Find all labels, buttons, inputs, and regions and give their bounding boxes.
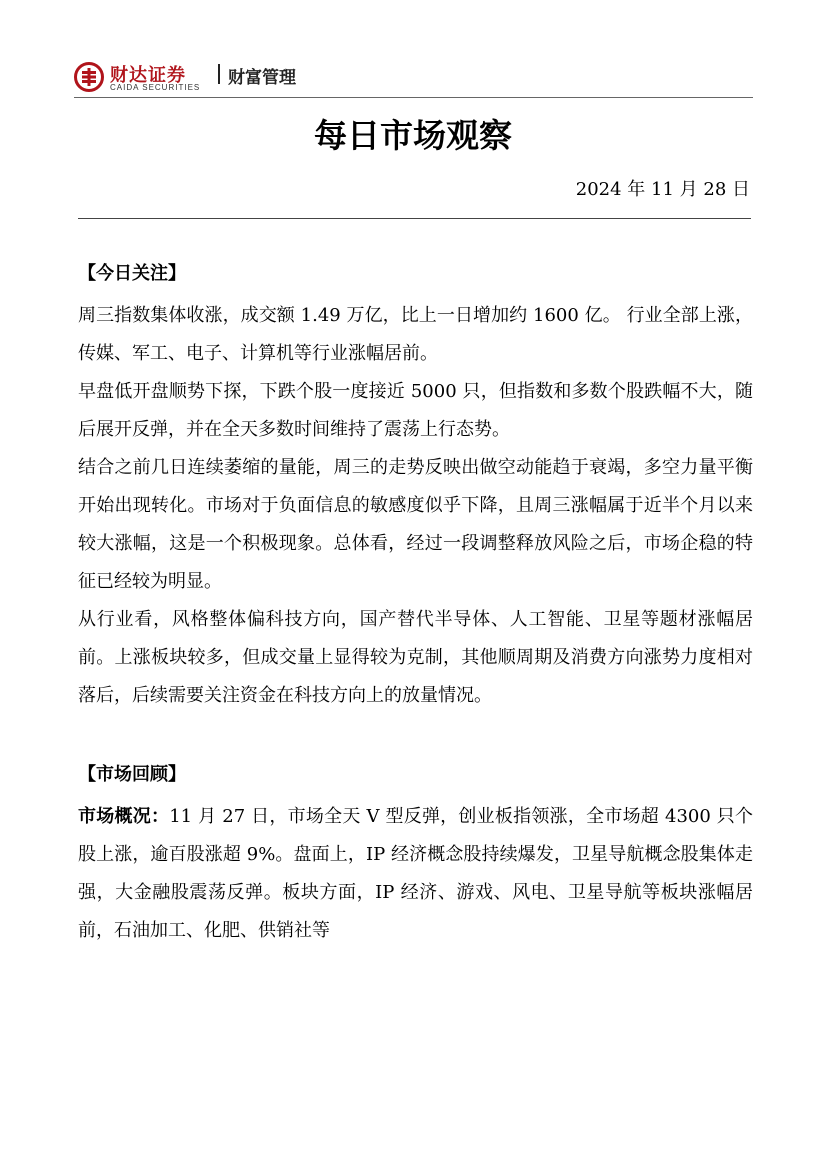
section-heading-focus: 【今日关注】 xyxy=(78,263,186,284)
paragraph: 周三指数集体收涨，成交额 1.49 万亿，比上一日增加约 1600 亿。 行业全部上涨，传媒、军工、电子、计算机等行业涨幅居前。 xyxy=(78,305,753,364)
paragraph: 结合之前几日连续萎缩的量能，周三的走势反映出做空动能趋于衰竭，多空力量平衡开始出现转化。市场对于负面信息的敏感度似乎下降，且周三涨幅属于近半个月以来较大涨幅，这是一个积极现象。总体看，经过一段调整释放风险之后，市场企稳的特征已经较为明显。 xyxy=(78,457,753,592)
title-divider xyxy=(78,218,751,219)
letterhead xyxy=(74,58,754,98)
caida-logo-icon xyxy=(74,62,104,92)
document-title: 每日市场观察 xyxy=(314,116,512,155)
brand-subtitle: 财富管理 xyxy=(228,68,296,88)
market-overview-text: 11 月 27 日，市场全天 V 型反弹，创业板指领涨，全市场超 4300 只个股上涨，逾百股涨超 9%。盘面上，IP 经济概念股持续爆发，卫星导航概念股集体走强，大金融股震荡反弹。板块方面，IP 经济、游戏、风电、卫星导航等板块涨幅居前，石油加工、化肥、供销社等 xyxy=(78,806,754,941)
paragraph: 早盘低开盘顺势下探，下跌个股一度接近 5000 只，但指数和多数个股跌幅不大，随后展开反弹，并在全天多数时间维持了震荡上行态势。 xyxy=(78,381,753,440)
paragraph: 从行业看，风格整体偏科技方向，国产替代半导体、人工智能、卫星等题材涨幅居前。上涨板块较多，但成交量上显得较为克制，其他顺周期及消费方向涨势力度相对落后，后续需要关注资金在科技方向上的放量情况。 xyxy=(78,609,753,706)
section-heading-review: 【市场回顾】 xyxy=(78,764,186,785)
brand-name-english: CAIDA SECURITIES xyxy=(110,83,201,92)
brand-divider xyxy=(218,64,220,84)
paragraph-market-overview xyxy=(78,798,753,950)
brand-name: 财达证券 xyxy=(110,65,186,86)
document-date: 2024 年 11 月 28 日 xyxy=(575,179,750,200)
header-divider xyxy=(74,97,753,98)
document-body xyxy=(78,257,753,950)
market-overview-label: 市场概况： xyxy=(78,806,170,827)
